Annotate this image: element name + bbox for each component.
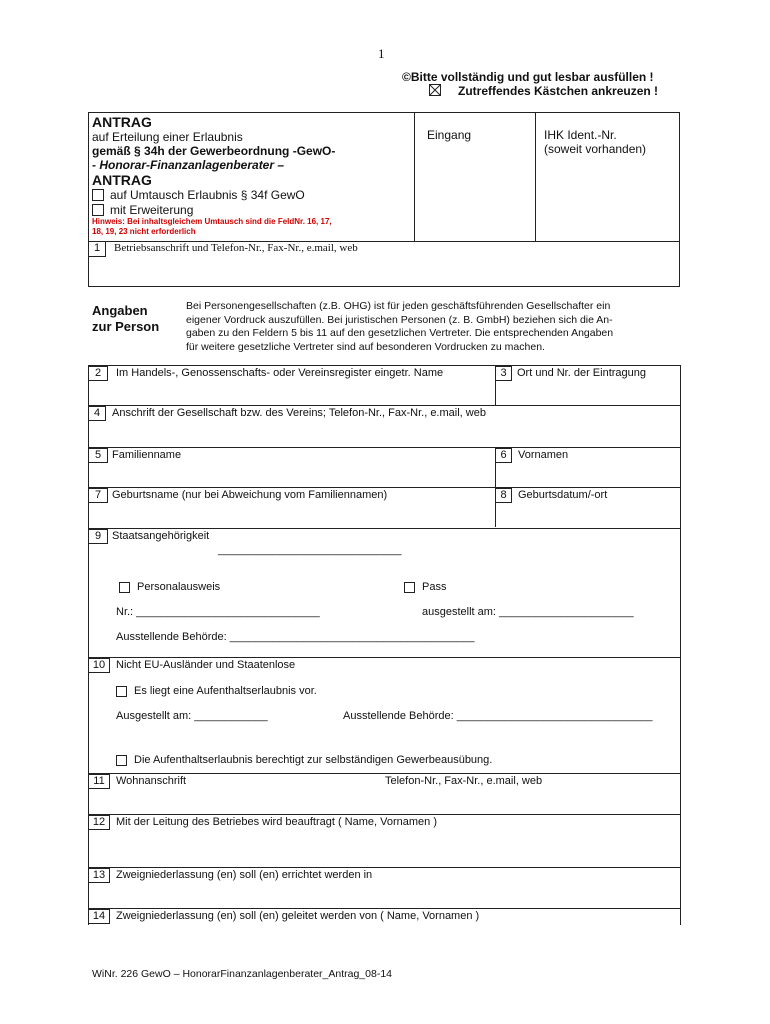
antrag-title: ANTRAG [92, 114, 152, 130]
instruction-tick-box: Zutreffendes Kästchen ankreuzen ! [458, 84, 659, 98]
field-1-number: 1 [88, 241, 106, 257]
field-8-number: 8 [495, 488, 512, 503]
antrag-line-erlaubnis: auf Erteilung einer Erlaubnis [92, 130, 243, 144]
angaben-heading-2: zur Person [92, 319, 160, 334]
field-5-number: 5 [88, 448, 108, 463]
ausweis-ausgestellt-input[interactable]: ausgestellt am: ______________________ [422, 606, 634, 618]
field-6-input[interactable] [496, 463, 680, 486]
angaben-text-line-3: gaben zu den Feldern 5 bis 11 auf den gesetzlichen Vertreter. Die entsprechenden Angaben [186, 327, 614, 339]
pass-checkbox[interactable] [404, 582, 415, 593]
checked-box-icon [429, 84, 441, 96]
umtausch-label: auf Umtausch Erlaubnis § 34f GewO [110, 188, 305, 202]
field-12-label: Mit der Leitung des Betriebes wird beauftragt ( Name, Vornamen ) [116, 816, 437, 828]
field-2-input[interactable] [88, 381, 495, 404]
personalausweis-checkbox[interactable] [119, 582, 130, 593]
eingang-label: Eingang [427, 128, 472, 142]
field-14-number: 14 [88, 909, 110, 924]
erweiterung-checkbox[interactable] [92, 204, 104, 216]
field-4-number: 4 [88, 406, 106, 421]
field-8-input[interactable] [496, 503, 680, 526]
ausweis-behoerde-input[interactable]: Ausstellende Behörde: ________________________________________ [116, 631, 475, 643]
staatsangehoerigkeit-input[interactable]: ______________________________ [218, 544, 402, 556]
gewerbeausuebung-checkbox[interactable] [116, 755, 127, 766]
ihk-ident-label: IHK Ident.-Nr. [544, 128, 617, 142]
field-7-number: 7 [88, 488, 108, 503]
field-5-input[interactable] [88, 463, 495, 486]
field-1-label: Betriebsanschrift und Telefon-Nr., Fax-Nr., e.mail, web [114, 242, 358, 254]
field-10-label: Nicht EU-Ausländer und Staatenlose [116, 659, 296, 671]
erweiterung-label: mit Erweiterung [110, 203, 194, 217]
gewerbeausuebung-label: Die Aufenthaltserlaubnis berechtigt zur selbständigen Gewerbeausübung. [134, 754, 493, 766]
field-3-number: 3 [495, 366, 512, 381]
field-2-number: 2 [88, 366, 108, 381]
field-13-input[interactable] [88, 883, 680, 907]
field-11-input[interactable] [88, 789, 680, 813]
field-11-label: Wohnanschrift [116, 775, 187, 787]
field-7-input[interactable] [88, 503, 495, 526]
angaben-text-line-2: eigener Vordruck auszufüllen. Bei juristischen Personen (z. B. GmbH) beziehen sich die An- [186, 313, 613, 326]
field-3-label: Ort und Nr. der Eintragung [517, 367, 647, 379]
footer-form-id: WiNr. 226 GewO – HonorarFinanzanlagenberater_Antrag_08-14 [92, 968, 393, 980]
ihk-ident-note: (soweit vorhanden) [544, 142, 647, 156]
page-number: 1 [378, 46, 385, 61]
aufenthaltserlaubnis-label: Es liegt eine Aufenthaltserlaubnis vor. [134, 685, 317, 697]
field-10-number: 10 [88, 658, 110, 673]
pass-label: Pass [422, 581, 447, 593]
hinweis-line-1: Hinweis: Bei inhaltsgleichem Umtausch sind die FeldNr. 16, 17, [92, 217, 332, 226]
field-3-input[interactable] [496, 381, 680, 404]
field-6-label: Vornamen [518, 449, 569, 461]
aufenthaltserlaubnis-checkbox[interactable] [116, 686, 127, 697]
antrag-line-paragraph: gemäß § 34h der Gewerbeordnung -GewO- [92, 144, 336, 158]
field-13-number: 13 [88, 868, 110, 883]
aufenthalt-ausgestellt-input[interactable]: Ausgestellt am: ____________ [116, 710, 268, 722]
field-13-label: Zweigniederlassung (en) soll (en) errichtet werden in [116, 869, 373, 881]
angaben-heading-1: Angaben [92, 303, 148, 318]
field-8-label: Geburtsdatum/-ort [518, 489, 608, 501]
field-4-input[interactable] [88, 421, 680, 446]
hinweis-line-2: 18, 19, 23 nicht erforderlich [92, 227, 196, 236]
field-5-label: Familienname [112, 449, 182, 461]
angaben-text [186, 300, 613, 354]
field-14-label: Zweigniederlassung (en) soll (en) geleitet werden von ( Name, Vornamen ) [116, 910, 480, 922]
personalausweis-label: Personalausweis [137, 581, 221, 593]
field-9-label: Staatsangehörigkeit [112, 530, 210, 542]
angaben-text-line-4: für weitere gesetzliche Vertreter sind auf besonderen Vordrucken zu machen. [186, 340, 545, 353]
field-12-input[interactable] [88, 830, 680, 866]
field-11-number: 11 [88, 774, 110, 789]
angaben-text-line-1: Bei Personengesellschaften (z.B. OHG) ist für jeden geschäftsführenden Gesellschafter ein [186, 300, 611, 312]
field-7-label: Geburtsname (nur bei Abweichung vom Familiennamen) [112, 489, 388, 501]
field-4-label: Anschrift der Gesellschaft bzw. des Vereins; Telefon-Nr., Fax-Nr., e.mail, web [112, 407, 486, 419]
field-6-number: 6 [495, 448, 512, 463]
antrag-line-berater: - Honorar-Finanzanlagenberater – [92, 158, 285, 172]
aufenthalt-behoerde-input[interactable]: Ausstellende Behörde: ________________________________ [343, 710, 653, 722]
antrag-title-2: ANTRAG [92, 172, 152, 188]
umtausch-checkbox[interactable] [92, 189, 104, 201]
field-11-label-contact: Telefon-Nr., Fax-Nr., e.mail, web [385, 775, 543, 787]
instruction-fill-legibly: ©Bitte vollständig und gut lesbar ausfüllen ! [402, 70, 654, 84]
ausweis-nr-input[interactable]: Nr.: ______________________________ [116, 606, 320, 618]
field-9-number: 9 [88, 529, 108, 544]
field-12-number: 12 [88, 815, 110, 830]
field-2-label: Im Handels-, Genossenschafts- oder Vereinsregister eingetr. Name [116, 367, 444, 379]
